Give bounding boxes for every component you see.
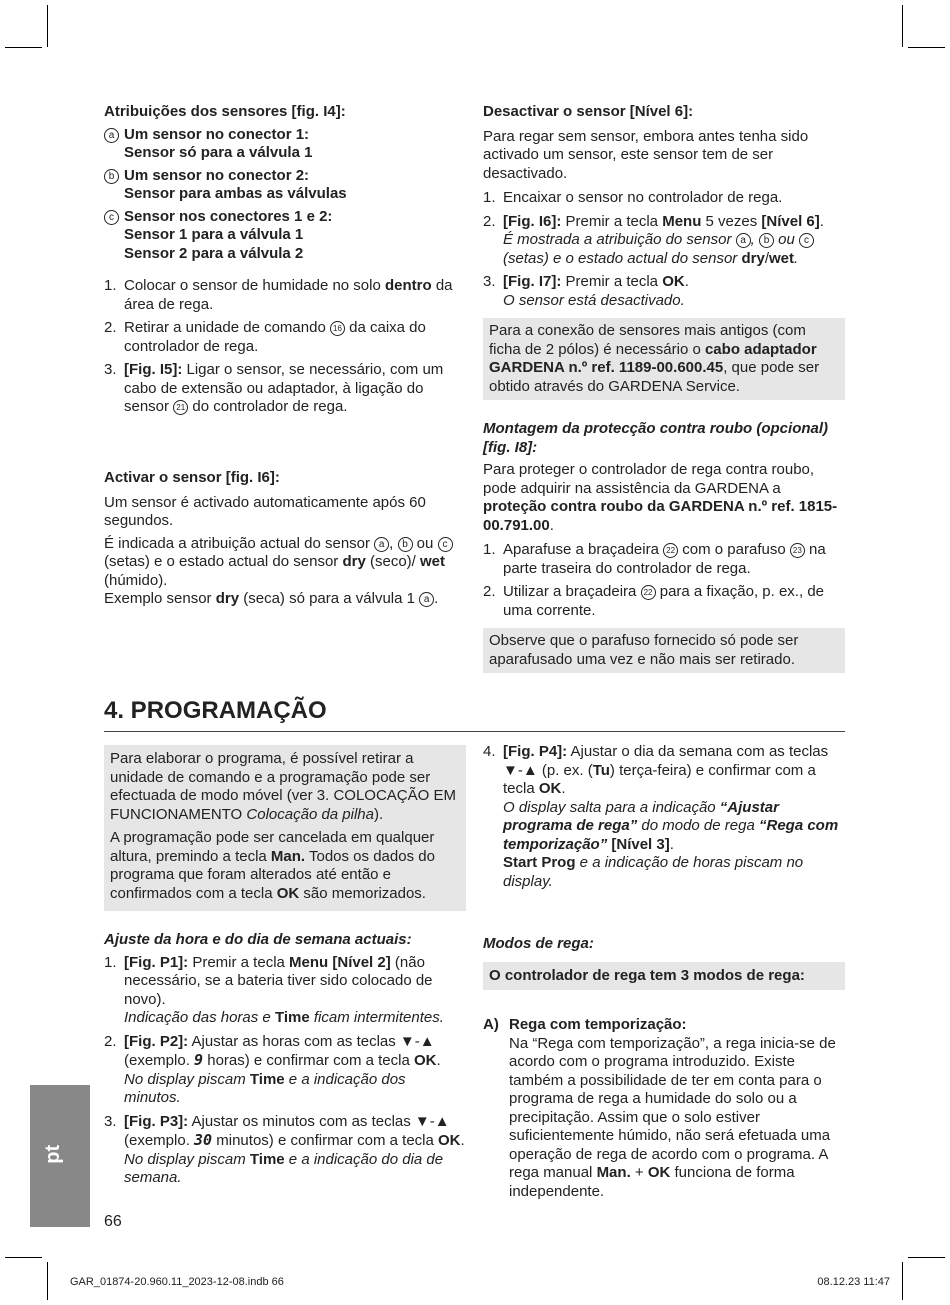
sensor-item-line: Um sensor no conector 2: [124,166,310,184]
deactivate-step-1: 1. Encaixar o sensor no controlador de rega. [483,189,783,206]
sensor-item-line: Sensor só para a válvula 1 [124,144,313,161]
section-divider [104,731,845,732]
marker-b: b [104,169,119,184]
mode-a: A) Rega com temporização: Na “Rega com temporização”, a rega inicia-se de acordo com o programa introduzido. Existe também a possibilidade de ter em conta para o programa de rega a humidade do solo ou a precipitação. Assim que o solo estiver suficientemente húmido, não será efetuada uma operação de rega de acordo com o programa. A rega manual Man. + OK funciona de forma independente. [483,1016,836,1200]
programming-info-box: Para elaborar o programa, é possível retirar a unidade de comando e a programação pode ser efectuada de modo móvel (ver 3. COLOCAÇÃO EM FUNCIONAMENTO Colocação da pilha). A programação pode ser cancelada em qualquer altura, premindo a tecla Man. Todos os dados do programa que foram alterados até então e confirmados com a tecla OK são memorizados. [104,745,466,911]
marker-c: c [104,210,119,225]
sensor-item-line: Sensor 1 para a válvula 1 [124,226,304,243]
crop-mark [47,5,48,47]
step-number: 1. [104,277,117,294]
modes-box: O controlador de rega tem 3 modos de rega: [483,962,845,991]
sensor-item [104,208,460,264]
theft-step-2: 2. Utilizar a braçadeira 22 para a fixação, p. ex., de uma corrente. [483,583,824,619]
prog-step-3: 3. [Fig. P3]: Ajustar os minutos com as teclas ▼-▲ (exemplo. 30 minutos) e confirmar com a tecla OK. No display piscam Time e a indicação do dia de semana. [104,1112,465,1186]
sensor-item [104,126,460,163]
crop-mark [908,47,945,48]
footer-right: 08.12.23 11:47 [817,1276,890,1288]
language-tab [30,1085,90,1227]
crop-mark [908,1257,945,1258]
marker-a: a [104,128,119,143]
page-number: 66 [104,1213,122,1230]
crop-mark [5,47,42,48]
ref-marker: 16 [330,321,345,336]
activate-p3: Exemplo sensor dry (seca) só para a válvula 1 a . [104,590,439,607]
prog-step-1: 1. [Fig. P1]: Premir a tecla Menu [Nível 2] (não necessário, se a bateria tiver sido colocado de novo). Indicação das horas e Time ficam intermitentes. [104,953,444,1026]
prog-step-4: 4. [Fig. P4]: Ajustar o dia da semana com as teclas ▼-▲ (p. ex. (Tu) terça-feira) e confirmar com a tecla OK. O display salta para a indicação “Ajustar programa de rega” do modo de rega “Rega com temporização” [Nível 3]. Start Prog e a indicação de horas piscam no display. [483,743,839,890]
time-heading: Ajuste da hora e do dia de semana actuais: [104,931,412,948]
adapter-note-box: Para a conexão de sensores mais antigos (com ficha de 2 pólos) é necessário o cabo adaptador GARDENA n.º ref. 1189-00.600.45, que pode ser obtido através do GARDENA Service. [483,318,845,400]
activate-p2: É indicada a atribuição actual do sensor a , b ou c (setas) e o estado actual do sensor dry (seco)/ wet (húmido). [104,535,460,591]
theft-step-1: 1. Aparafuse a braçadeira 22 com o parafuso 23 na parte traseira do controlador de rega. [483,541,826,577]
language-tab-label: pt [42,1144,65,1164]
right-column-top [483,103,845,673]
step-1: 1. Colocar o sensor de humidade no solo dentro da área de rega. [104,277,453,313]
step-number: 3. [104,361,117,378]
sensor-item-line: Um sensor no conector 1: [124,125,310,143]
theft-paragraph: Para proteger o controlador de rega contra roubo, pode adquirir na assistência da GARDENA a proteção contra roubo da GARDENA n.º ref. 1815-00.791.00. [483,461,838,534]
sensors-heading: Atribuições dos sensores [fig. I4]: [104,103,346,120]
prog-right-column [483,743,845,1206]
prog-step-2: 2. [Fig. P2]: Ajustar as horas com as teclas ▼-▲ (exemplo. 9 horas) e confirmar com a tecla OK. No display piscam Time e a indicação dos minutos. [104,1032,441,1106]
step-3: 3. [Fig. I5]: Ligar o sensor, se necessário, com um cabo de extensão ou adaptador, à ligação do sensor 21 do controlador de rega. [104,361,444,415]
step-number: 2. [104,319,117,336]
deactivate-step-3: 3. [Fig. I7]: Premir a tecla OK. O sensor está desactivado. [483,273,689,309]
deactivate-step-2: 2. [Fig. I6]: Premir a tecla Menu 5 vezes [Nível 6]. É mostrada a atribuição do sensor a , b ou c (setas) e o estado actual do sensor dry/wet. [483,212,824,267]
step-2: 2. Retirar a unidade de comando 16 da caixa do controlador de rega. [104,319,426,355]
activate-heading: Activar o sensor [fig. I6]: [104,469,280,486]
footer-left: GAR_01874-20.960.11_2023-12-08.indb 66 [70,1276,284,1288]
screw-note-box: Observe que o parafuso fornecido só pode ser aparafusado uma vez e não mais ser retirado. [483,628,845,673]
section-title: 4. PROGRAMAÇÃO [104,697,327,724]
deactivate-heading: Desactivar o sensor [Nível 6]: [483,103,694,120]
crop-mark [902,5,903,47]
sensor-item-line: Sensor para ambas as válvulas [124,185,347,202]
deactivate-paragraph: Para regar sem sensor, embora antes tenha sido activado um sensor, este sensor tem de ser desactivado. [483,127,809,182]
prog-left-column [104,745,466,1193]
crop-mark [5,1257,42,1258]
ref-marker: 21 [173,400,188,415]
crop-mark [902,1262,903,1300]
activate-section [104,469,460,613]
sensor-item-line: Sensor 2 para a válvula 2 [124,244,304,262]
theft-heading: Montagem da protecção contra roubo (opcional) [fig. I8]: [483,420,829,456]
activate-p1: Um sensor é activado automaticamente após 60 segundos. [104,493,426,529]
left-column-top [104,103,460,422]
modes-heading: Modos de rega: [483,935,594,952]
sensor-item [104,167,460,204]
sensor-item-line: Sensor nos conectores 1 e 2: [124,207,333,225]
crop-mark [47,1262,48,1300]
